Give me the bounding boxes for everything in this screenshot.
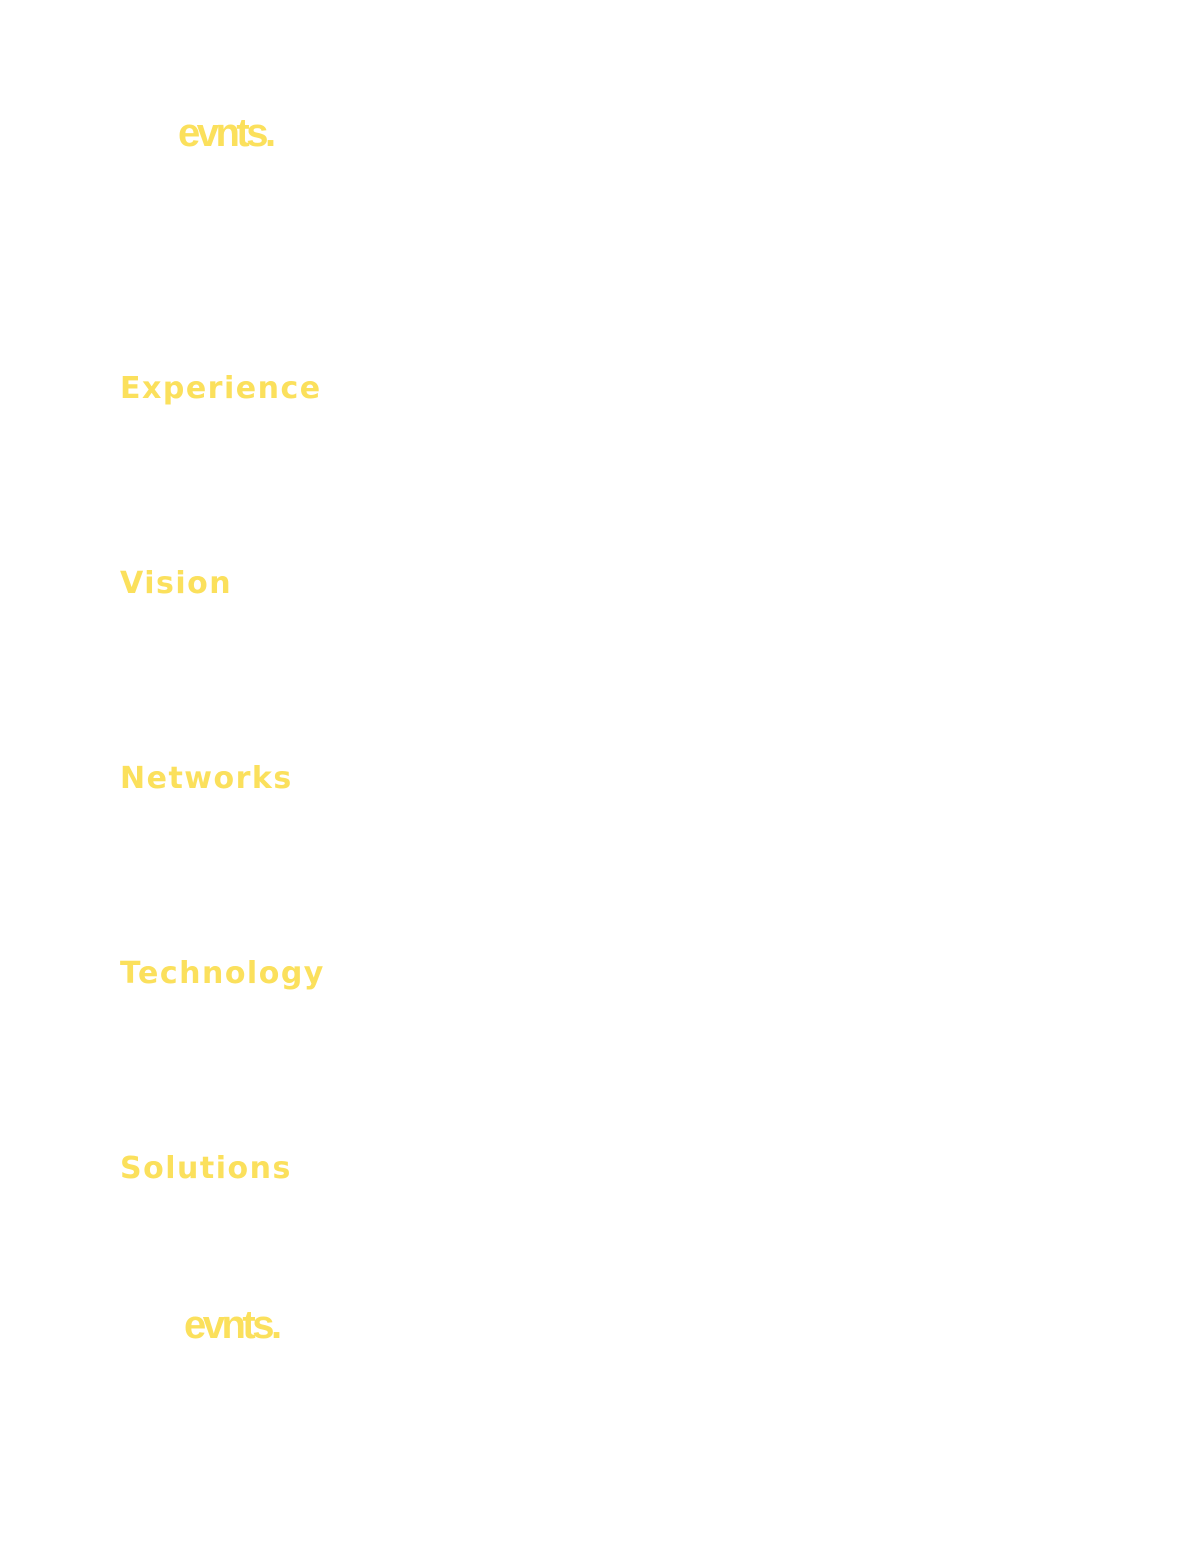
nav-item-solutions[interactable]: Solutions (120, 1151, 292, 1186)
nav-item-networks[interactable]: Networks (120, 761, 293, 796)
nav-item-vision[interactable]: Vision (120, 566, 233, 601)
footer-logo[interactable]: evnts. (184, 1303, 279, 1347)
nav-item-experience[interactable]: Experience (120, 371, 322, 406)
nav-item-technology[interactable]: Technology (120, 956, 325, 991)
header-logo[interactable]: evnts. (178, 111, 273, 155)
